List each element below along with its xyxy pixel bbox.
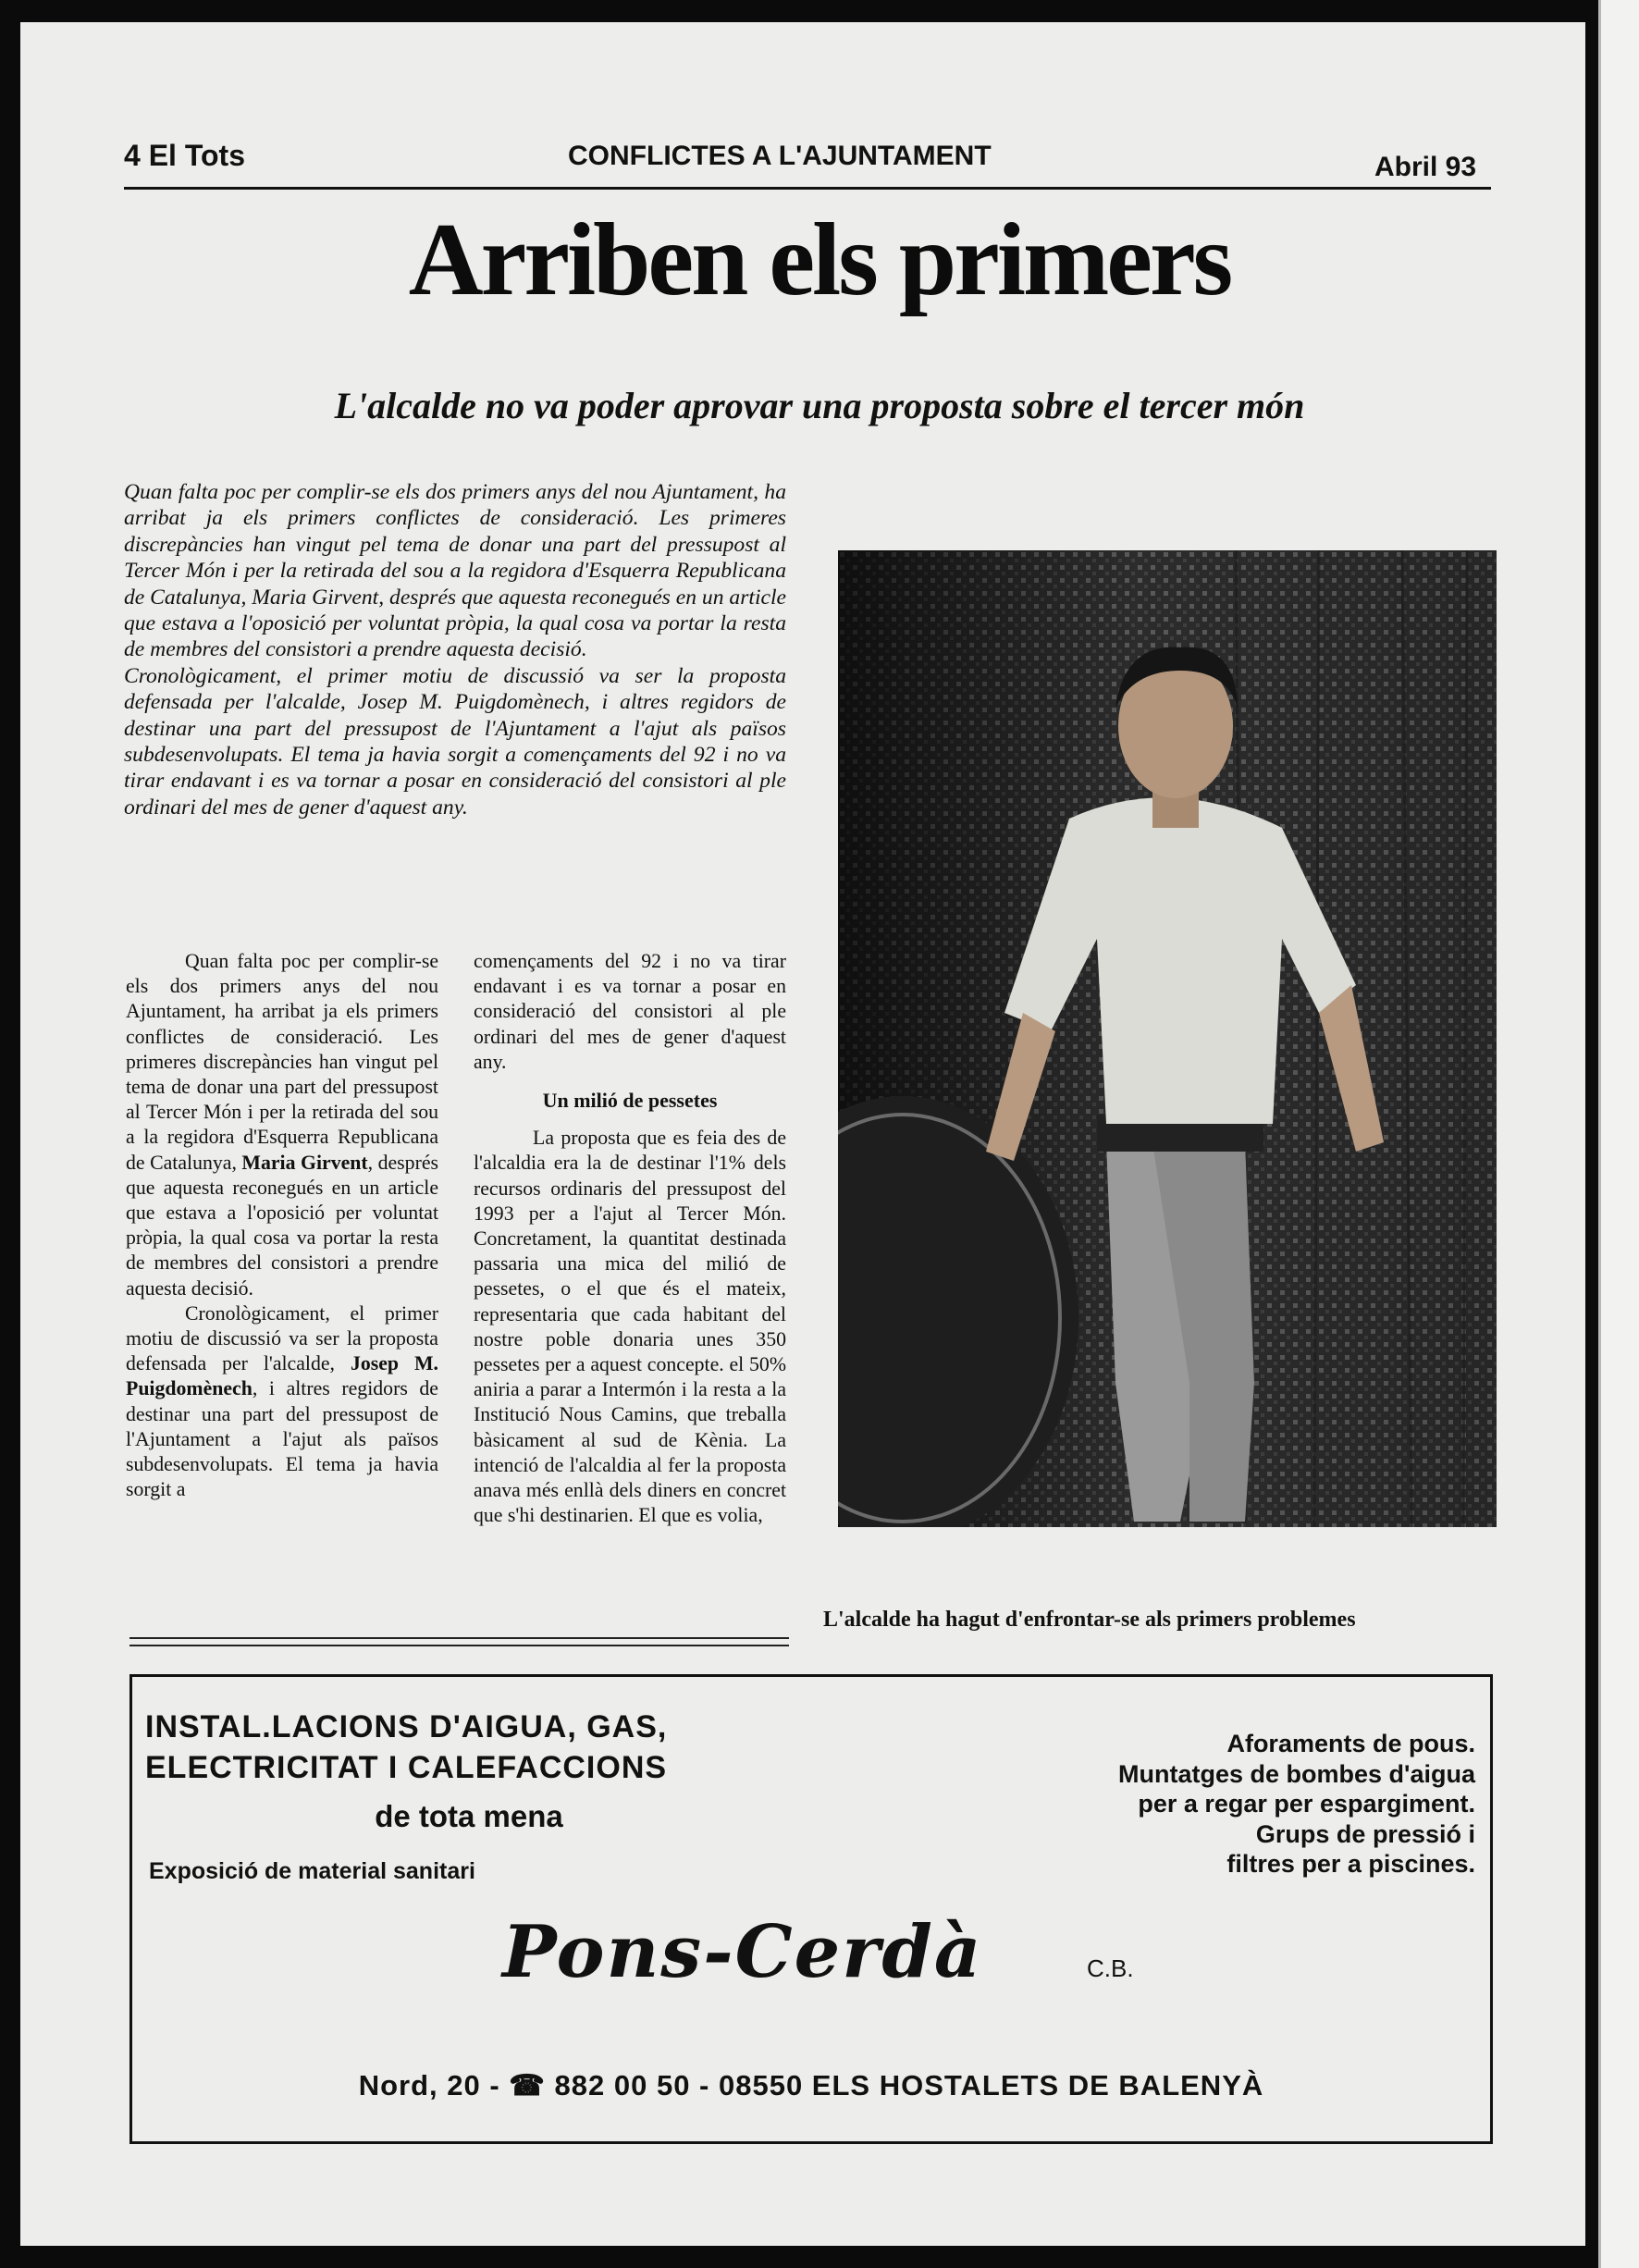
article-column-1 (126, 949, 438, 1502)
body-paragraph: Quan falta poc per complir-se els dos primers anys del nou Ajuntament, ha arribat ja els primers conflictes de consideració. Les primeres discrepàncies han vingut pel tema de donar una part del pressupost al Tercer Món i per la retirada del sou a la regidora d'Esquerra Republicana de Catalunya, Maria Girvent, després que aquesta reconegués en un article que estava a l'oposició per voluntat pròpia, la qual cosa va portar la resta de membres del consistori a prendre aquesta decisió. (126, 950, 438, 1300)
body-paragraph: La proposta que es feia des de l'alcaldia era la de destinar l'1% dels recursos ordinaris del pressupost del 1993 per a l'ajut al Tercer Món. Concretament, la quantitat destinada passaria una mica del milió de pessetes, o el que és el mateix, representaria que cada habitant del nostre poble donaria unes 350 pessetes per a aquest concepte. el 50% aniria a parar a Intermón i la resta a la Institució Nous Camins, que treballa bàsicament al sud de Kènia. La intenció de l'alcaldia al fer la proposta anava més enllà dels diners en concret que s'hi destinarien. El que es volia, (474, 1127, 786, 1527)
company-address: Nord, 20 - ☎ 882 00 50 - 08550 ELS HOSTALETS DE BALENYÀ (358, 2069, 1264, 2102)
ad-right-list: Aforaments de pous. Muntatges de bombes d'aigua per a regar per espargiment. Grups de pressió i filtres per a piscines. (1118, 1730, 1475, 1878)
body-paragraph: Cronològicament, el primer motiu de discussió va ser la proposta defensada per l'alcalde, Josep M. Puigdomènech, i altres regidors de destinar una part del pressupost de l'Ajuntament a l'ajut als països subdesenvolupats. El tema ja havia sorgit a (126, 1301, 438, 1501)
section-subhead: Un milió de pessetes (542, 1089, 718, 1113)
ad-exhibition: Exposició de material sanitari (149, 1858, 475, 1884)
issue-date: Abril 93 (1374, 152, 1477, 182)
column-rule (129, 1637, 789, 1639)
intro-text (124, 479, 786, 820)
name-puigdomenech: Josep M. Puigdomènech (126, 1352, 438, 1400)
company-suffix: C.B. (1087, 1954, 1134, 1982)
body-paragraph: començaments del 92 i no va tirar endavant i es va tornar a posar en consideració del consistori al ple ordinari del mes de gener d'aquest any. (474, 950, 786, 1073)
photo-caption: L'alcalde ha hagut d'enfrontar-se als primers problemes (823, 1608, 1356, 1632)
intro-paragraph: Cronològicament, el primer motiu de discussió va ser la proposta defensada per l'alcalde, Josep M. Puigdomènech, i altres regidors de destinar una part del pressupost de l'Ajuntament a l'ajut als països subdesenvolupats. El tema ja havia sorgit a començaments del 92 i no va tirar endavant i es va tornar a posar en consideració del consistori al ple ordinari del mes de gener d'aquest any. (124, 663, 786, 820)
section-title: CONFLICTES A L'AJUNTAMENT (568, 141, 992, 171)
company-logo: Pons-Cerdà (502, 1910, 983, 1994)
mayor-photo (838, 550, 1497, 1527)
ad-services: INSTAL.LACIONS D'AIGUA, GAS, ELECTRICITAT I CALEFACCIONS (145, 1709, 668, 1785)
name-girvent: Maria Girvent (241, 1151, 368, 1174)
header-rule (124, 187, 1491, 190)
subheadline: L'alcalde no va poder aprovar una proposta sobre el tercer món (334, 385, 1305, 426)
headline: Arriben els primers (408, 203, 1231, 317)
article-column-2 (474, 949, 786, 1528)
page-label: 4 El Tots (124, 139, 245, 172)
intro-paragraph: Quan falta poc per complir-se els dos primers anys del nou Ajuntament, ha arribat ja els primers conflictes de consideració. Les primeres discrepàncies han vingut pel tema de donar una part del pressupost al Tercer Món i per la retirada del sou a la regidora d'Esquerra Republicana de Catalunya, Maria Girvent, després que aquesta reconegués en un article que estava a l'oposició per voluntat pròpia, la qual cosa va portar la resta de membres del consistori a prendre aquesta decisió. (124, 480, 786, 662)
next-page-edge (1598, 0, 1639, 2268)
column-rule (129, 1645, 789, 1646)
advertisement-box (129, 1674, 1493, 2144)
ad-subline: de tota mena (375, 1799, 563, 1833)
